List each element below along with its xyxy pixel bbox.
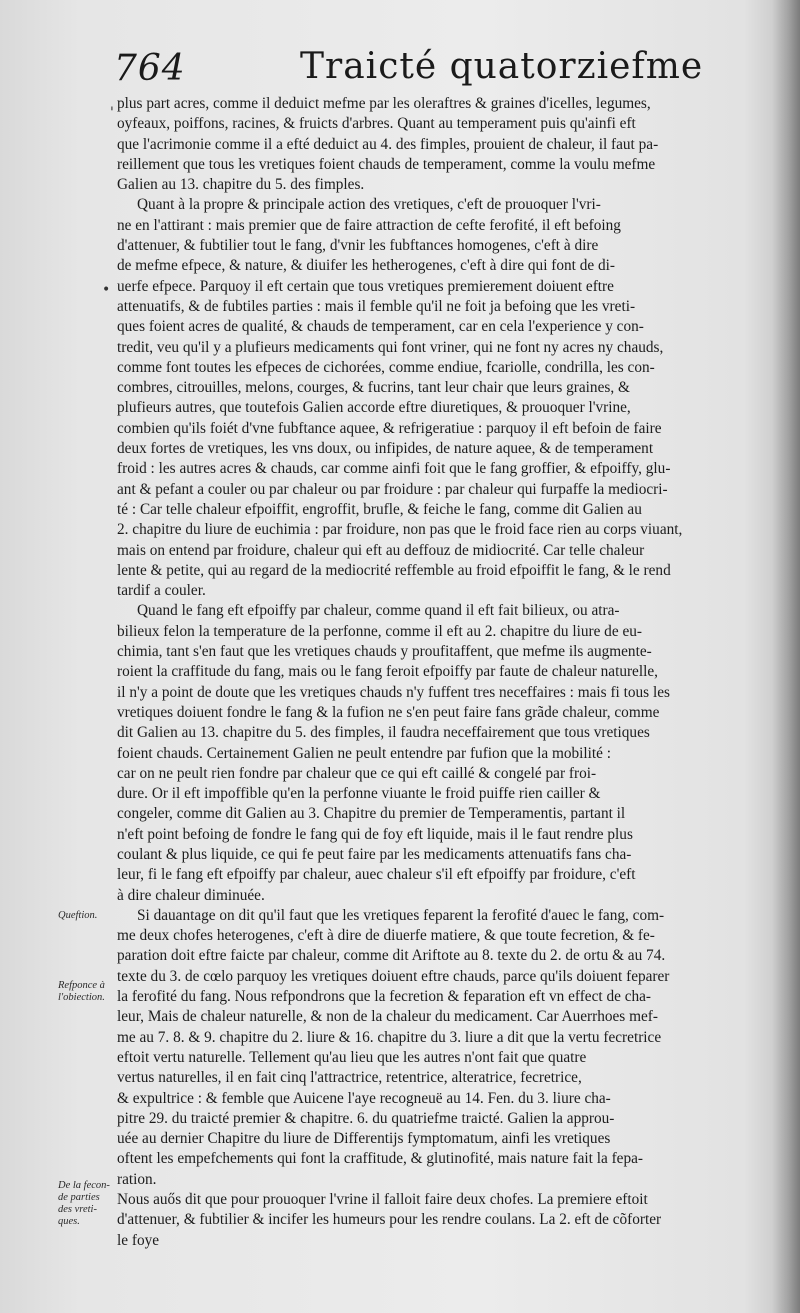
margin-note-second-part: De la fecon- de parties des vreti- ques. [58,1180,110,1227]
running-title: Traicté quatorziefme [300,46,704,87]
page-header [114,42,754,92]
body-text [117,94,715,1251]
paragraph-1: plus part acres, comme il deduict mefme par les oleraftres & graines d'icelles, legumes, oyfeaux, poiffons, racines, & fruicts d'arbres. Quant au temperament puis qu'ainfi eft que l'acrimonie comme il a efté deduict au 4. des fimples, prouient de chaleur, il faut pa- reillement que tous les vretiques foient chauds de temperament, comme la voulu mefme Galien au 13. chapitre du 5. des fimples. [117,95,659,194]
paragraph-5: Nous auős dit que pour prouoquer l'vrine il falloit faire deux chofes. La premiere eftoit d'attenuer, & fubtilier & incifer les humeurs pour les rendre coulans. La 2. eft de cõforter le foye [117,1191,662,1249]
margin-note-question: Queftion. [58,910,98,921]
margin-bullet-mark: • [102,282,111,298]
page-gutter-shadow [772,0,800,1313]
paragraph-2: Quant à la propre & principale action des vretiques, c'eft de prouoquer l'vri- ne en l'attirant : mais premier que de faire attraction de cefte ferofité, il eft befoing d'attenuer, & fubtilier tout le fang, d'vnir les fubftances homogenes, c'eft à dire de mefme efpece, & nature, & diuifer les hetherogenes, c'eft à dire qui font de di- uerfe efpece. Parquoy il eft certain que tous vretiques premierement doiuent eftre attenuatifs, & de fubtiles parties : mais il femble qu'il ne foit ja befoing que les vreti- ques foient acres de qualité, & chauds de temperament, car en cela l'experience y con- tredit, veu qu'il y a plufieurs medicaments qui font vriner, qui ne font ny acres ny chauds, comme font toutes les efpeces de cichorées, comme endiue, fcariolle, condrilla, les con- combres, citrouilles, melons, courges, & fucrins, tant leur chair que leurs graines, & plufieurs autres, que toutefois Galien accorde eftre diuretiques, & prouoquer l'vrine, combien qu'ils foiét d'vne fubftance aquee, & refrigeratiue : parquoy il eft befoin de faire deux fortes de vretiques, les vns doux, ou infipides, de nature aquee, & de temperament froid : les autres acres & chauds, car comme ainfi foit que le fang groffier, & efpoiffy, glu- ant & pefant a couler ou par chaleur ou par froidure : par chaleur qui furpaffe la mediocri- té : Car telle chaleur efpoiffit, engroffit, brufle, & feiche le fang, comme dit Galien au 2. chapitre du liure de euchimia : par froidure, non pas que le froid face rien au corps viuant, mais on entend par froidure, chaleur qui eft au deffouz de midiocrité. Car telle chaleur lente & petite, qui au regard de la mediocrité reffemble au froid efpoiffit le fang, & le rend tardif a couler. [117,196,683,600]
paragraph-3: Quand le fang eft efpoiffy par chaleur, comme quand il eft fait bilieux, ou atra- bilieux felon la temperature de la perfonne, comme il eft au 2. chapitre du liure de eu- chimia, tant s'en faut que les vretiques chauds y proufitaffent, que mefme ils augmente- roient la craffitude du fang, mais ou le fang feroit efpoiffy par faute de chaleur naturelle, il n'y a point de doute que les vretiques chauds n'y fuffent tres neceffaires : mais fi tous les vretiques doiuent fondre le fang & la fufion ne s'en peut faire fans grãde chaleur, comme dit Galien au 13. chapitre du 5. des fimples, il faudra neceffairement que tous vretiques foient chauds. Certainement Galien ne peult entendre par fufion que la mobilité : car on ne peult rien fondre par chaleur que ce qui eft caillé & congelé par froi- dure. Or il eft impoffible qu'en la perfonne viuante le froid puiffe rien cailler & congeler, comme dit Galien au 3. Chapitre du premier de Temperamentis, partant il n'eft point befoing de fondre le fang qui de foy eft liquide, mais il le faut rendre plus coulant & plus liquide, ce qui fe peut faire par les medicaments attenuatifs fans cha- leur, fi le fang eft efpoiffy par chaleur, auec chaleur s'il eft efpoiffy par froidure, c'eft à dire chaleur diminuée. [117,602,670,904]
margin-tick-mark: ' [110,105,114,121]
paragraph-4: Si dauantage on dit qu'il faut que les vretiques feparent la ferofité d'auec le fang, com- me deux chofes heterogenes, c'eft à dire de diuerfe matiere, & que toute fecretion, & fe- paration doit eftre faicte par chaleur, comme dit Ariftote au 8. texte du 2. de ortu & au 74. texte du 3. de cœlo parquoy les vretiques doiuent eftre chauds, parce qu'ils doiuent feparer la ferofité du fang. Nous refpondrons que la fecretion & feparation eft vn effect de cha- leur, Mais de chaleur naturelle, & non de la chaleur du medicament. Car Auerrhoes mef- me au 7. 8. & 9. chapitre du 2. liure & 16. chapitre du 3. liure a dit que la vertu fecretrice eftoit vertu naturelle. Tellement qu'au lieu que les autres n'ont fait que quatre vertus naturelles, il en fait cinq l'attractrice, retentrice, alteratrice, fecretrice, & expultrice : & femble que Auicene l'aye recogneuë au 14. Fen. du 3. liure cha- pitre 29. du traicté premier & chapitre. 6. du quatriefme traicté. Galien la approu- uée au dernier Chapitre du liure de Differentijs fymptomatum, ainfi les vretiques oftent les empefchements qui font la craffitude, & glutinofité, mais nature fait la fepa- ration. [117,906,670,1188]
margin-note-response: Refponce à l'obiection. [58,980,105,1003]
page-number: 764 [114,48,186,89]
